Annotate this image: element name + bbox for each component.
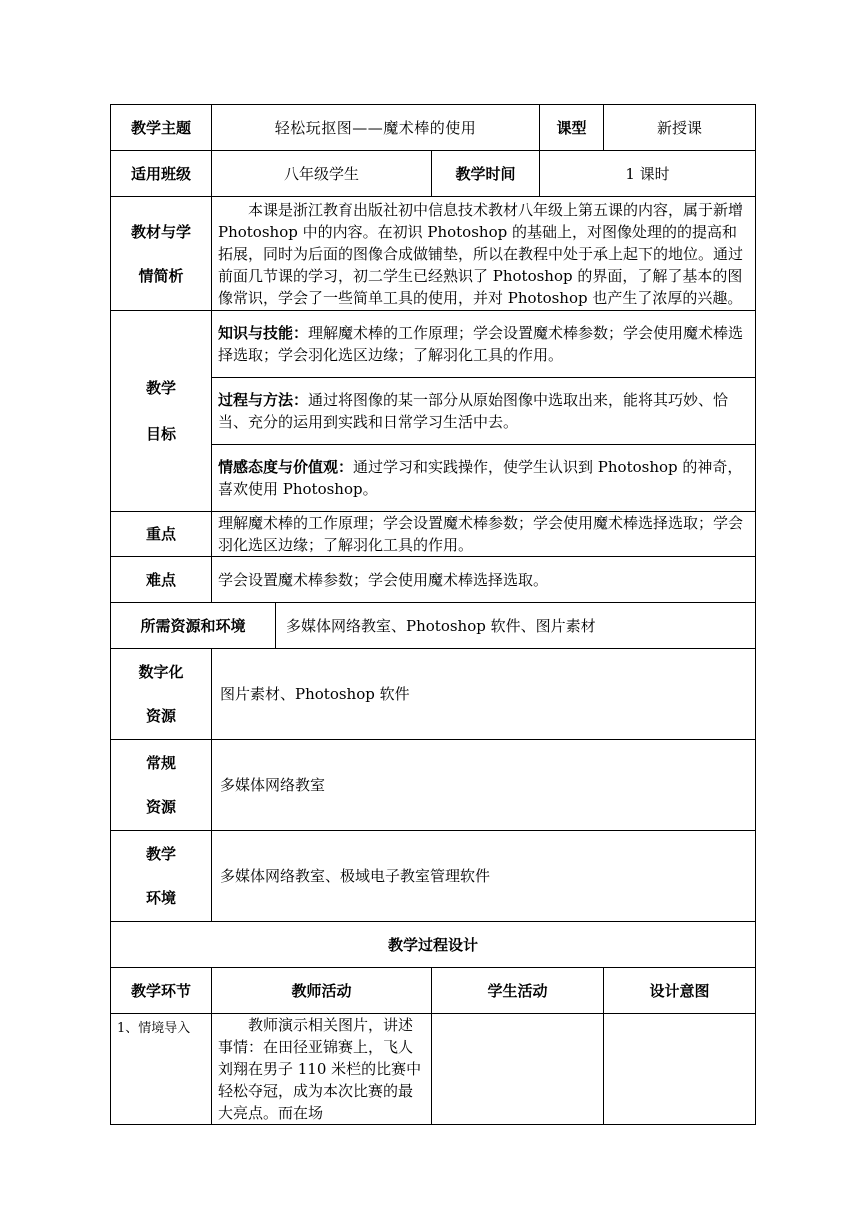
objectives-label-line2: 目标: [145, 425, 176, 443]
knowledge-text: 理解魔术棒的工作原理；学会设置魔术棒参数；学会使用魔术棒选择选取；学会羽化选区边缘；了解羽化工具的作用。: [218, 324, 744, 364]
header-intent: 设计意图: [604, 968, 756, 1014]
digital-row: [111, 649, 756, 740]
environment-label-line2: 环境: [145, 889, 176, 907]
digital-label-line2: 资源: [145, 707, 176, 725]
regular-label-line1: 常规: [145, 754, 176, 772]
emotion-title: 情感态度与价值观：: [218, 458, 354, 476]
lesson-type-value: 新授课: [604, 105, 756, 151]
objective-knowledge: [212, 311, 756, 378]
process-stage: 1、情境导入: [111, 1014, 212, 1125]
process-student: [432, 1014, 604, 1125]
lesson-plan-table: [110, 104, 756, 1125]
environment-label-line1: 教学: [145, 845, 176, 863]
key-points-row: [111, 512, 756, 557]
topic-value: 轻松玩抠图——魔术棒的使用: [212, 105, 540, 151]
process-text: 通过将图像的某一部分从原始图像中选取出来，能将其巧妙、恰当、充分的运用到实践和日常学习生活中去。: [218, 391, 729, 431]
objective-process: [212, 378, 756, 445]
difficulties-label: 难点: [111, 557, 212, 603]
digital-label-line1: 数字化: [138, 663, 184, 681]
objectives-label-line1: 教学: [145, 379, 176, 397]
analysis-label: [111, 197, 212, 311]
process-teacher: 教师演示相关图片，讲述事情：在田径亚锦赛上，飞人刘翔在男子 110 米栏的比赛中轻松夺冠，成为本次比赛的最大亮点。而在场: [212, 1014, 432, 1125]
regular-label: [111, 740, 212, 831]
emotion-text: 通过学习和实践操作，使学生认识到 Photoshop 的神奇，喜欢使用 Photoshop。: [218, 458, 743, 498]
difficulties-text: 学会设置魔术棒参数；学会使用魔术棒选择选取。: [212, 557, 756, 603]
class-row: [111, 151, 756, 197]
process-header-row: [111, 968, 756, 1014]
lesson-type-label: 课型: [540, 105, 604, 151]
environment-label: [111, 831, 212, 922]
regular-label-line2: 资源: [145, 798, 176, 816]
header-stage: 教学环节: [111, 968, 212, 1014]
process-design-row: [111, 922, 756, 968]
class-label: 适用班级: [111, 151, 212, 197]
objective-emotion: [212, 445, 756, 512]
topic-row: [111, 105, 756, 151]
objectives-label: [111, 311, 212, 512]
key-points-label: 重点: [111, 512, 212, 557]
topic-label: 教学主题: [111, 105, 212, 151]
class-value: 八年级学生: [212, 151, 432, 197]
resources-row: [111, 603, 756, 649]
resources-label: 所需资源和环境: [111, 603, 276, 649]
resources-text: 多媒体网络教室、Photoshop 软件、图片素材: [276, 603, 756, 649]
analysis-label-line1: 教材与学: [130, 222, 191, 241]
table-row: [111, 1014, 756, 1125]
time-value: 1 课时: [540, 151, 756, 197]
digital-text: 图片素材、Photoshop 软件: [212, 649, 756, 740]
key-points-text: 理解魔术棒的工作原理；学会设置魔术棒参数；学会使用魔术棒选择选取；学会羽化选区边缘；了解羽化工具的作用。: [212, 512, 756, 557]
regular-row: [111, 740, 756, 831]
environment-row: [111, 831, 756, 922]
process-intent: [604, 1014, 756, 1125]
objective-knowledge-row: [111, 311, 756, 378]
regular-text: 多媒体网络教室: [212, 740, 756, 831]
header-student: 学生活动: [432, 968, 604, 1014]
analysis-text: 本课是浙江教育出版社初中信息技术教材八年级上第五课的内容，属于新增 Photoshop 中的内容。在初识 Photoshop 的基础上，对图像处理的的提高和拓展，同时为后面的图像合成做铺垫，所以在教程中处于承上起下的地位。通过前面几节课的学习，初二学生已经熟识了 Photoshop 的界面，了解了基本的图像常识，学会了一些简单工具的使用，并对 Photoshop 也产生了浓厚的兴趣。: [212, 197, 756, 311]
difficulties-row: [111, 557, 756, 603]
knowledge-title: 知识与技能：: [218, 324, 309, 342]
time-label: 教学时间: [432, 151, 540, 197]
analysis-row: [111, 197, 756, 311]
header-teacher: 教师活动: [212, 968, 432, 1014]
analysis-label-line2: 情简析: [138, 266, 184, 285]
process-design-title: 教学过程设计: [111, 922, 756, 968]
digital-label: [111, 649, 212, 740]
process-title: 过程与方法：: [218, 391, 309, 409]
environment-text: 多媒体网络教室、极域电子教室管理软件: [212, 831, 756, 922]
